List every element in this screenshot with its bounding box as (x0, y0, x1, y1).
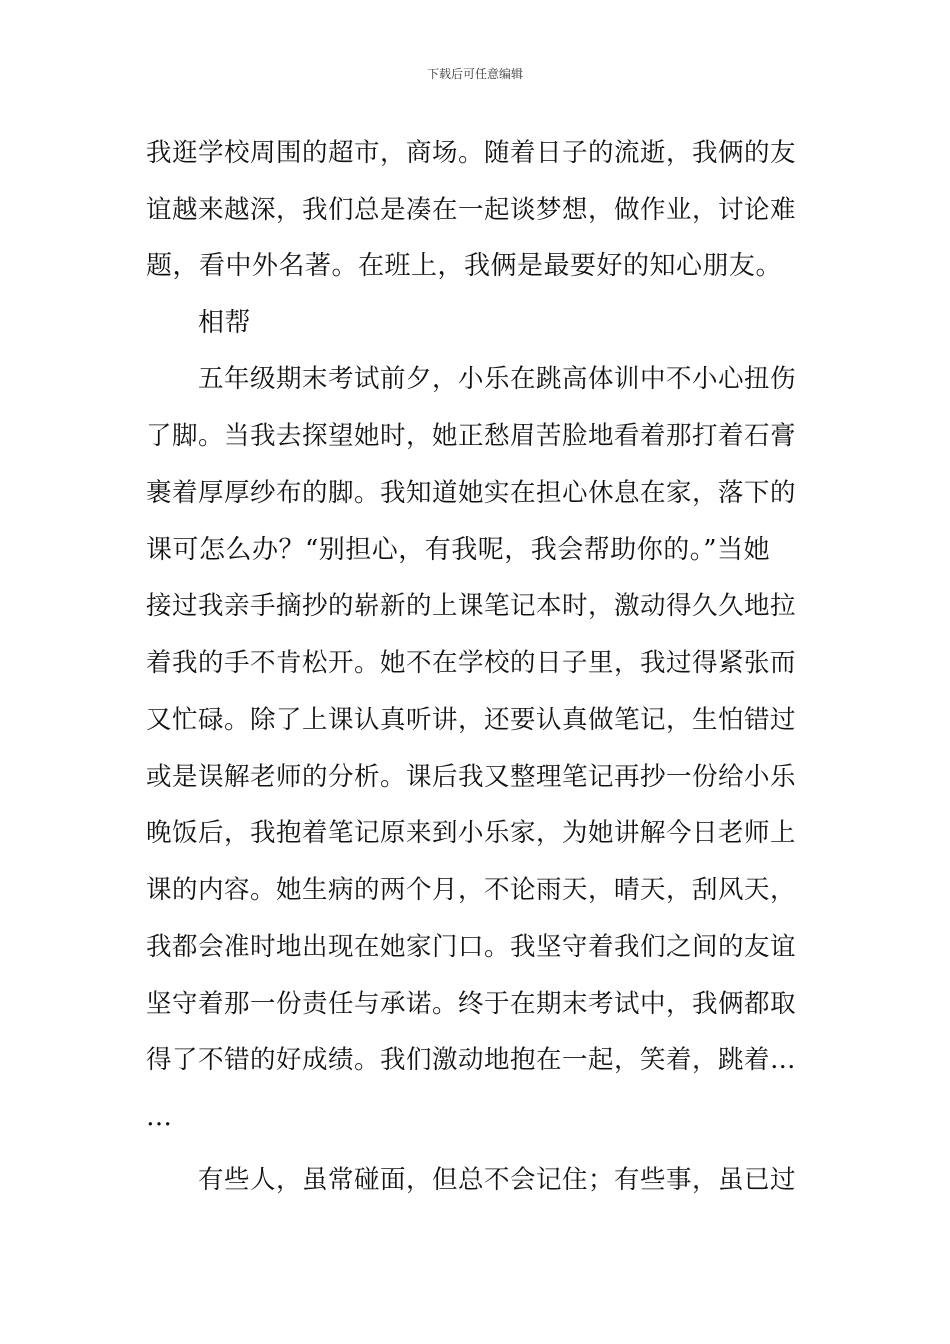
section-heading: 相帮 (198, 308, 252, 338)
text-line: 又忙碌。除了上课认真听讲，还要认真做笔记，生怕错过 (146, 705, 797, 735)
text-line: 题，看中外名著。在班上，我俩是最要好的知心朋友。 (146, 251, 783, 281)
text-line: 裹着厚厚纱布的脚。我知道她实在担心休息在家，落下的 (146, 478, 797, 508)
text-line: 接过我亲手摘抄的崭新的上课笔记本时，激动得久久地拉 (146, 591, 797, 621)
text-line: 晚饭后，我抱着笔记原来到小乐家，为她讲解今日老师上 (146, 818, 797, 848)
text-line: 课的内容。她生病的两个月，不论雨天，晴天，刮风天， (146, 875, 797, 905)
text-line: 着我的手不肯松开。她不在学校的日子里，我过得紧张而 (146, 648, 797, 678)
text-line: … (146, 1102, 173, 1132)
text-line: 坚守着那一份责任与承诺。终于在期末考试中，我俩都取 (146, 989, 797, 1019)
text-line: 得了不错的好成绩。我们激动地抱在一起，笑着，跳着… (146, 1045, 797, 1075)
text-line: 了脚。当我去探望她时，她正愁眉苦脸地看着那打着石膏 (146, 421, 797, 451)
page-header: 下载后可任意编辑 (426, 67, 523, 81)
text-line: 谊越来越深，我们总是凑在一起谈梦想，做作业，讨论难 (146, 195, 797, 225)
text-line: 我都会准时地出现在她家门口。我坚守着我们之间的友谊 (146, 932, 797, 962)
text-line: 或是误解老师的分析。课后我又整理笔记再抄一份给小乐 (146, 762, 797, 792)
text-line: 课可怎么办？“别担心，有我呢，我会帮助你的。”当她 (146, 535, 771, 565)
text-line: 有些人，虽常碰面，但总不会记住；有些事，虽已过 (198, 1165, 797, 1195)
text-line: 五年级期末考试前夕，小乐在跳高体训中不小心扭伤 (198, 364, 797, 394)
text-line: 我逛学校周围的超市，商场。随着日子的流逝，我俩的友 (146, 138, 797, 168)
